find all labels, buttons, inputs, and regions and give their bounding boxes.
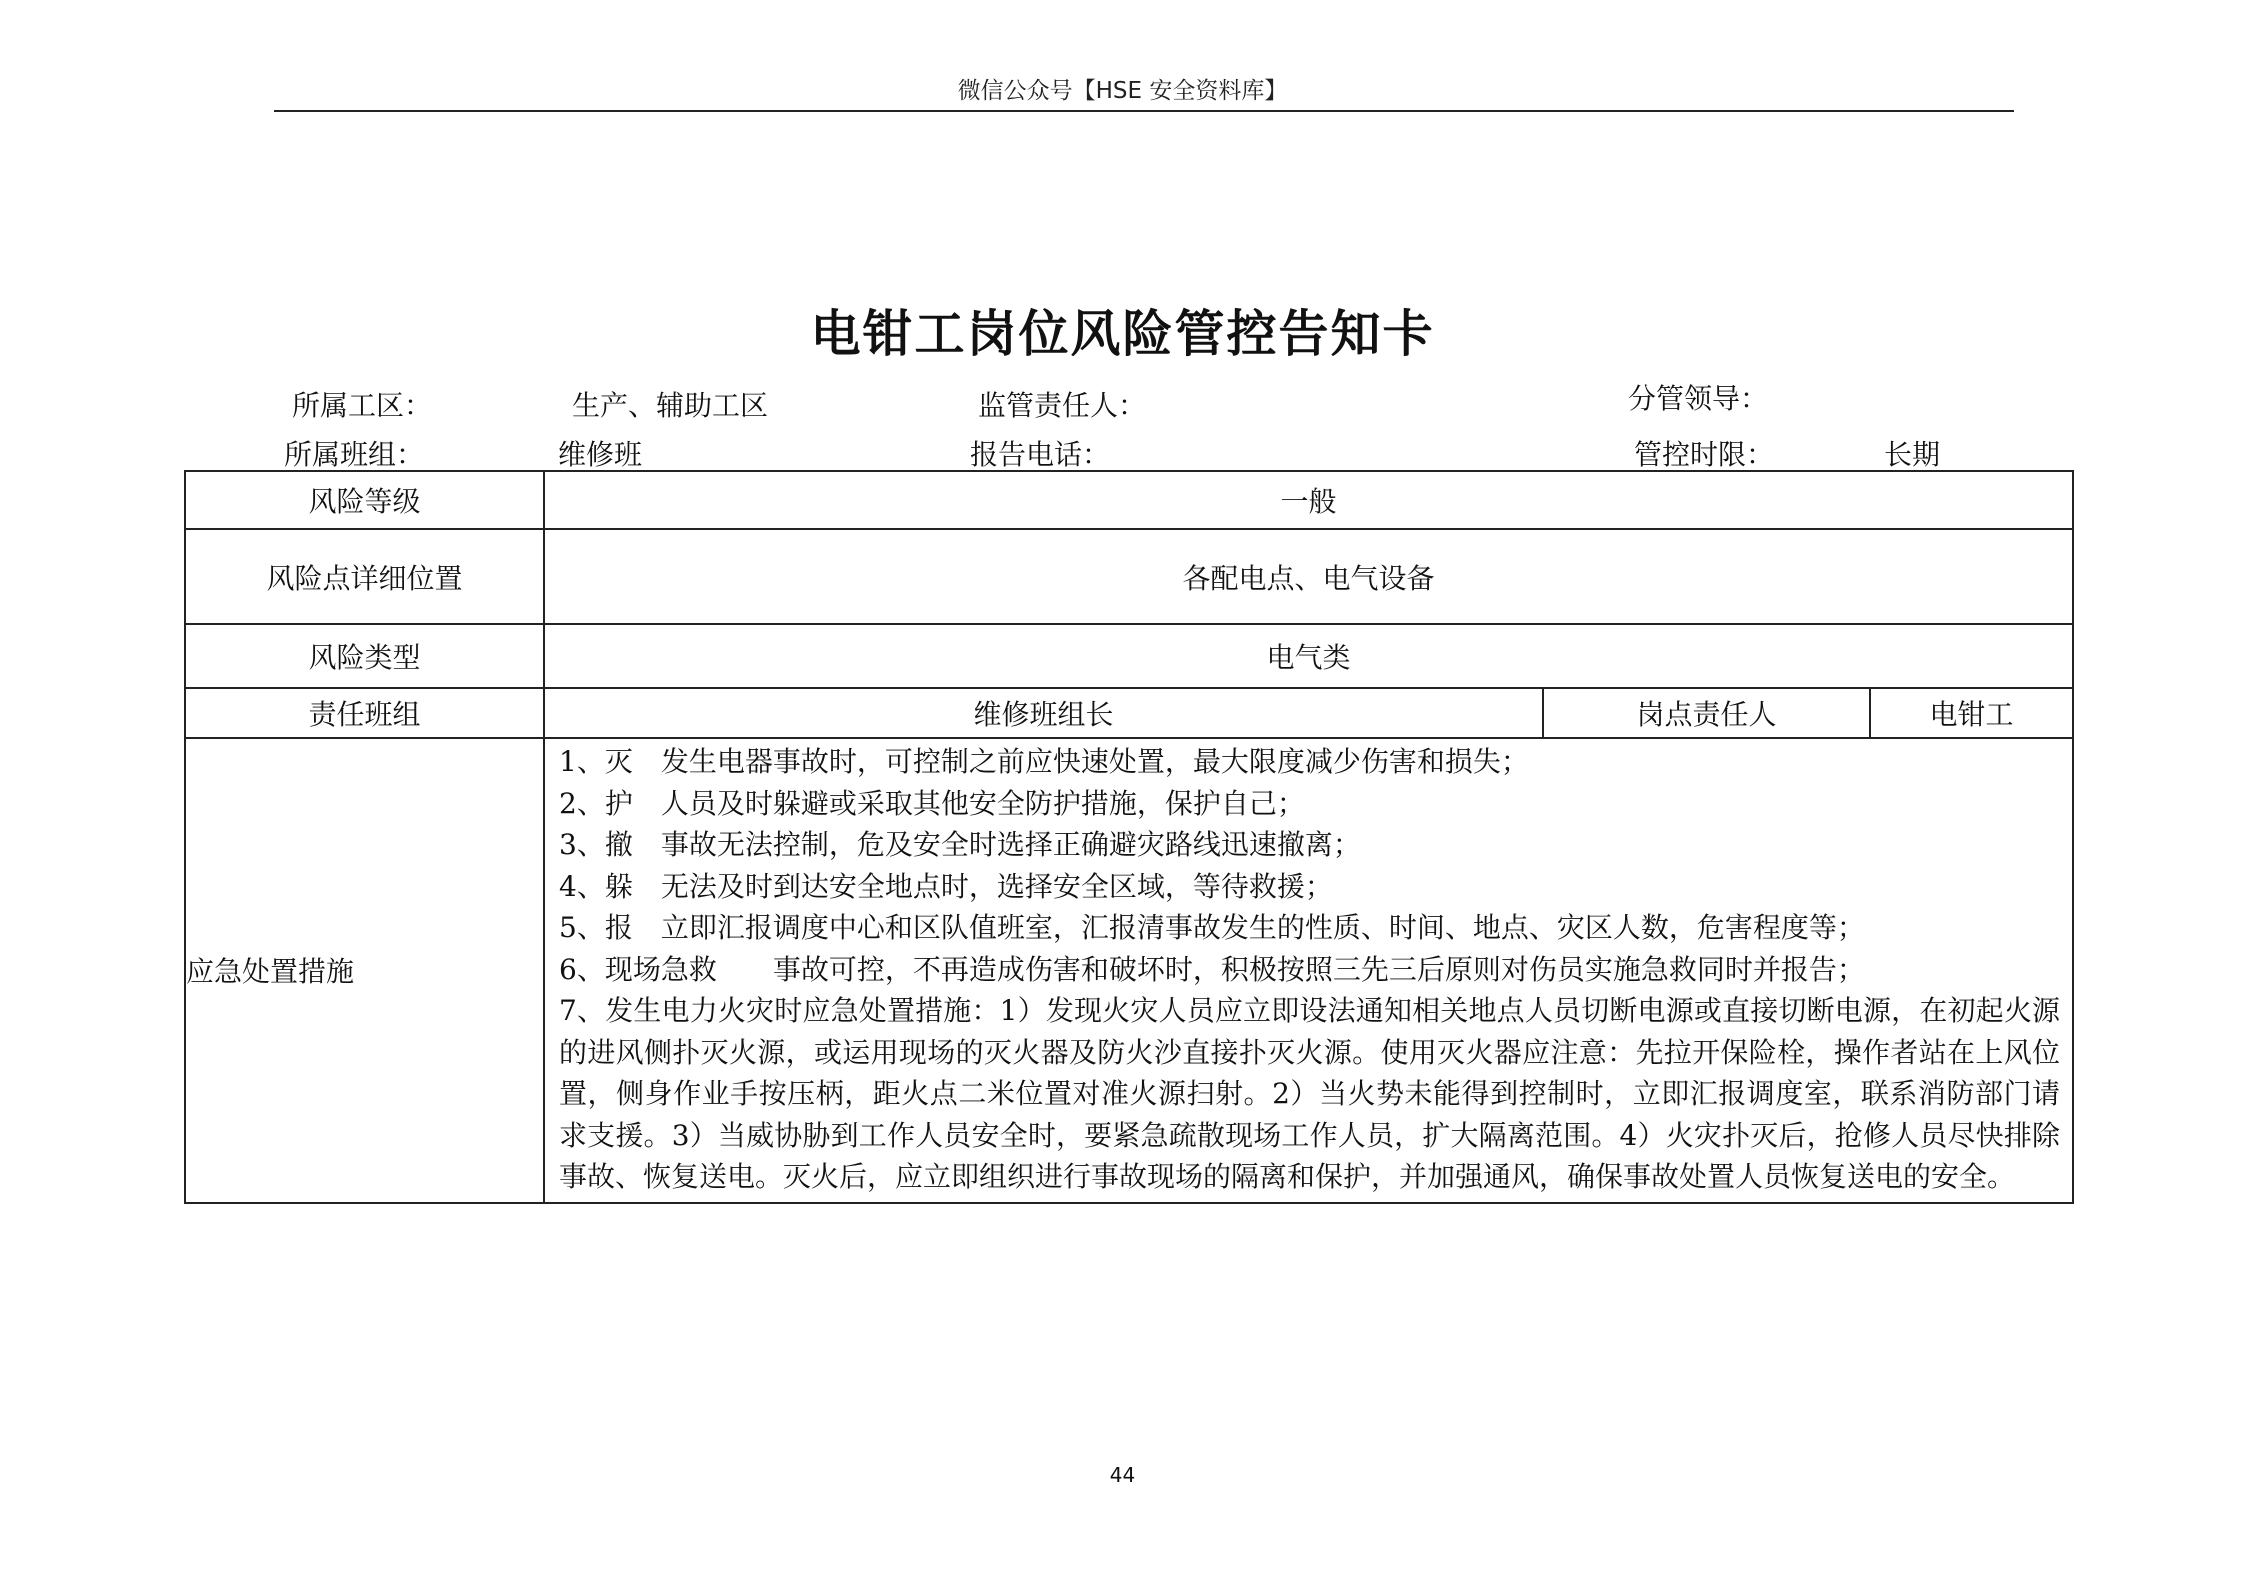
risk-type-value: 电气类 bbox=[544, 624, 2073, 688]
measure-head: 4、躲 bbox=[559, 869, 633, 903]
emergency-label: 应急处置措施 bbox=[185, 738, 544, 1203]
risk-control-table bbox=[184, 470, 2074, 1204]
measure-text: 无法及时到达安全地点时，选择安全区域，等待救援； bbox=[660, 869, 1333, 903]
row-risk-level bbox=[185, 471, 2073, 529]
phone-label: 报告电话： bbox=[970, 438, 1111, 471]
measure-text: 事故可控，不再造成伤害和破坏时，积极按照三先三后原则对伤员实施急救同时并报告； bbox=[772, 952, 1865, 986]
measure-item-fire: 7、发生电力火灾时应急处置措施：1）发现火灾人员应立即设法通知相关地点人员切断电源或直接切断电源，在初起火源的进风侧扑灭火源，或运用现场的灭火器及防火沙直接扑灭火源。使用灭火器应注意：先拉开保险栓，操作者站在上风位置，侧身作业手按压柄，距火点二米位置对准火源扫射。2）当火势未能得到控制时，立即汇报调度室，联系消防部门请求支援。3）当威协胁到工作人员安全时，要紧急疏散现场工作人员，扩大隔离范围。4）火灾扑灭后，抢修人员尽快排除事故、恢复送电。灭火后，应立即组织进行事故现场的隔离和保护，并加强通风，确保事故处置人员恢复送电的安全。 bbox=[559, 994, 2061, 1193]
measure-head: 2、护 bbox=[559, 786, 633, 820]
supervisor-label: 监管责任人： bbox=[978, 389, 1147, 422]
measure-head: 1、灭 bbox=[559, 745, 633, 778]
measure-item bbox=[559, 824, 2060, 866]
document-title: 电钳工岗位风险管控告知卡 bbox=[810, 304, 1435, 363]
page-header: 微信公众号【HSE 安全资料库】 bbox=[957, 78, 1288, 104]
leader-label: 分管领导： bbox=[1628, 382, 1769, 415]
post-resp-value: 电钳工 bbox=[1870, 688, 2073, 738]
measure-head: 6、现场急救 bbox=[559, 952, 717, 986]
measure-item bbox=[559, 907, 2060, 949]
row-risk-type bbox=[185, 624, 2073, 688]
measure-head: 3、撤 bbox=[559, 828, 633, 861]
risk-location-label: 风险点详细位置 bbox=[185, 529, 544, 624]
measure-head: 5、报 bbox=[559, 911, 633, 944]
risk-type-label: 风险类型 bbox=[185, 624, 544, 688]
measure-item bbox=[559, 866, 2060, 908]
row-risk-location bbox=[185, 529, 2073, 624]
measure-text: 发生电器事故时，可控制之前应快速处置，最大限度减少伤害和损失； bbox=[660, 745, 1529, 778]
period-value: 长期 bbox=[1884, 438, 1941, 471]
team-label: 所属班组： bbox=[284, 438, 425, 471]
row-responsibility bbox=[185, 688, 2073, 738]
risk-level-value: 一般 bbox=[544, 471, 2073, 529]
measure-item bbox=[559, 741, 2060, 783]
period-label: 管控时限： bbox=[1634, 438, 1775, 471]
area-value: 生产、辅助工区 bbox=[572, 389, 769, 422]
team-value: 维修班 bbox=[558, 438, 643, 471]
row-emergency bbox=[185, 738, 2073, 1203]
measure-text: 事故无法控制，危及安全时选择正确避灾路线迅速撤离； bbox=[660, 828, 1361, 861]
resp-team-label: 责任班组 bbox=[185, 688, 544, 738]
risk-location-value: 各配电点、电气设备 bbox=[544, 529, 2073, 624]
page-number: 44 bbox=[1109, 1463, 1136, 1487]
post-resp-label: 岗点责任人 bbox=[1543, 688, 1870, 738]
header-rule bbox=[274, 110, 2014, 112]
emergency-measures bbox=[544, 738, 2073, 1203]
resp-team-value: 维修班组长 bbox=[544, 688, 1543, 738]
area-label: 所属工区： bbox=[292, 389, 433, 422]
measure-text: 人员及时躲避或采取其他安全防护措施，保护自己； bbox=[660, 786, 1305, 820]
measure-text: 立即汇报调度中心和区队值班室，汇报清事故发生的性质、时间、地点、灾区人数，危害程度等； bbox=[660, 911, 1865, 944]
measure-item bbox=[559, 949, 2060, 991]
measure-item bbox=[559, 783, 2060, 825]
risk-level-label: 风险等级 bbox=[185, 471, 544, 529]
